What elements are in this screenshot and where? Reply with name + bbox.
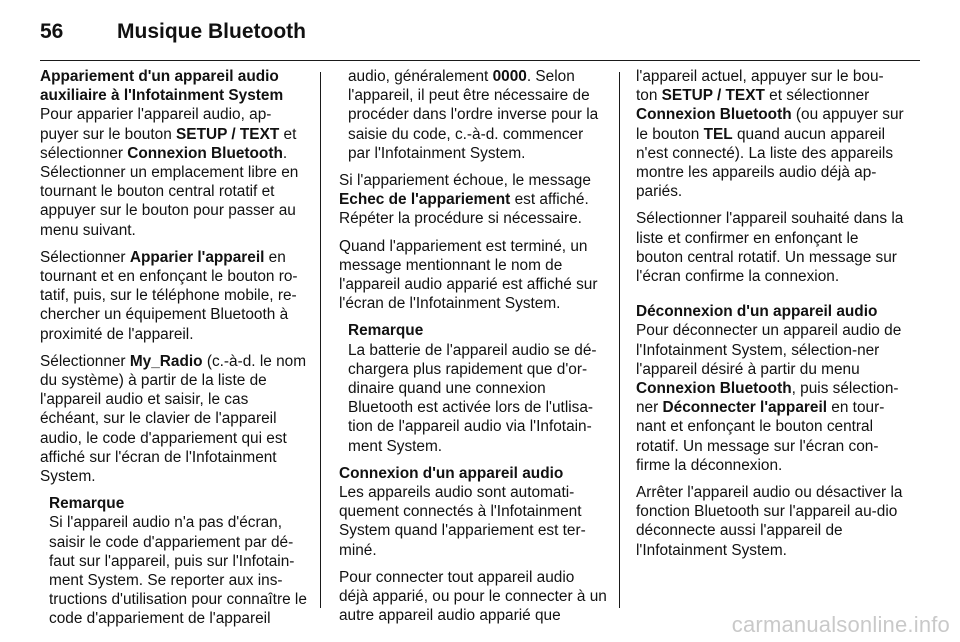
button-reference: SETUP / TEXT (176, 125, 280, 143)
paragraph: Pour apparier l'appareil audio, ap-puyer sur le bouton SETUP / TEXT et sélectionner Connexion Bluetooth. Sélectionner un emplacement libre en tournant le bouton central rotatif et appuyer sur le bouton pour passer au menu suivant. (40, 106, 299, 239)
menu-reference: Connexion Bluetooth (636, 106, 792, 124)
paragraph: Si l'appariement échoue, le message Echec de l'appariement est affiché. Répéter la procédure si nécessaire. (339, 172, 591, 228)
watermark: carmanualsonline.info (731, 612, 950, 637)
note-block (339, 321, 607, 455)
section-heading: Connexion d'un appareil audio (339, 464, 564, 482)
paragraph: l'appareil actuel, appuyer sur le bou-ton SETUP / TEXT et sélectionner Connexion Bluetooth (ou appuyer sur le bouton TEL quand aucun appareil n'est connecté). La liste des appareils montre les appareils audio déjà ap-pariés. (636, 68, 904, 201)
page-number: 56 (40, 20, 64, 43)
note-text: audio, généralement 0000. Selon l'appareil, il peut être nécessaire de procéder dans l'ordre inverse pour la saisie du code, c.-à-d. commencer par l'Infotainment System. (348, 68, 599, 162)
section-heading: Appariement d'un appareil audio auxiliaire à l'Infotainment System (40, 68, 284, 105)
paragraph: Les appareils audio sont automati-quement connectés à l'Infotainment System quand l'appariement est ter-miné. (339, 484, 586, 559)
menu-reference: Déconnecter l'appareil (662, 399, 827, 417)
paragraph: Sélectionner l'appareil souhaité dans la liste et confirmer en enfonçant le bouton central rotatif. Un message sur l'écran confirme la connexion. (636, 210, 904, 286)
column-divider (619, 72, 620, 608)
menu-reference: Connexion Bluetooth (127, 144, 283, 162)
paragraph: Quand l'appariement est terminé, un message mentionnant le nom de l'appareil audio apparié est affiché sur l'écran de l'Infotainment System. (339, 237, 598, 313)
note-title: Remarque (348, 322, 424, 340)
note-title: Remarque (49, 495, 125, 513)
message-reference: Echec de l'appariement (339, 191, 511, 209)
paragraph: Pour déconnecter un appareil audio de l'Infotainment System, sélection-ner l'appareil désiré à partir du menu Connexion Bluetooth, puis sélection-ner Déconnecter l'appareil en tour-nant et enfonçant le bouton central rotatif. Un message sur l'écran con-firme la déconnexion. (636, 322, 902, 474)
device-name: My_Radio (129, 352, 203, 370)
button-reference: SETUP / TEXT (661, 87, 765, 105)
note-block-continued (339, 67, 607, 163)
page-header (40, 20, 306, 48)
paragraph: Sélectionner Apparier l'appareil en tournant et en enfonçant le bouton ro-tatif, puis, sur le téléphone mobile, re-chercher un équipement Bluetooth à proximité de l'appareil. (40, 248, 298, 343)
paragraph: Pour connecter tout appareil audio déjà apparié, ou pour le connecter à un autre appareil audio apparié que (339, 568, 607, 625)
header-divider (40, 60, 920, 61)
paragraph: Arrêter l'appareil audio ou désactiver la fonction Bluetooth sur l'appareil au-dio déconnecte aussi l'appareil de l'Infotainment System. (636, 484, 903, 559)
default-code: 0000 (492, 68, 527, 85)
column-3 (636, 67, 904, 568)
column-2 (339, 67, 607, 633)
menu-reference: Apparier l'appareil (129, 248, 265, 266)
column-divider (320, 72, 321, 608)
column-1 (40, 67, 308, 637)
page-title: Musique Bluetooth (117, 20, 306, 43)
note-text: La batterie de l'appareil audio se dé-chargera plus rapidement que d'or-dinaire quand une connexion Bluetooth est activée lors de l'utlisa-tion de l'appareil audio via l'Infotain-ment System. (348, 341, 597, 455)
note-block (40, 494, 308, 628)
button-reference: TEL (703, 125, 733, 143)
menu-reference: Connexion Bluetooth (636, 380, 792, 398)
paragraph: Sélectionner My_Radio (c.-à-d. le nom du système) à partir de la liste de l'appareil audio et saisir, le cas échéant, sur le clavier de l'appareil audio, le code d'appariement qui est affiché sur l'écran de l'Infotainment System. (40, 352, 307, 486)
note-text: Si l'appareil audio n'a pas d'écran, saisir le code d'appariement par dé-faut sur l'appareil, puis sur l'Infotain-ment System. Se reporter aux ins-tructions d'utilisation pour connaître le code d'appariement de l'appareil (49, 514, 307, 628)
section-heading: Déconnexion d'un appareil audio (636, 303, 878, 321)
